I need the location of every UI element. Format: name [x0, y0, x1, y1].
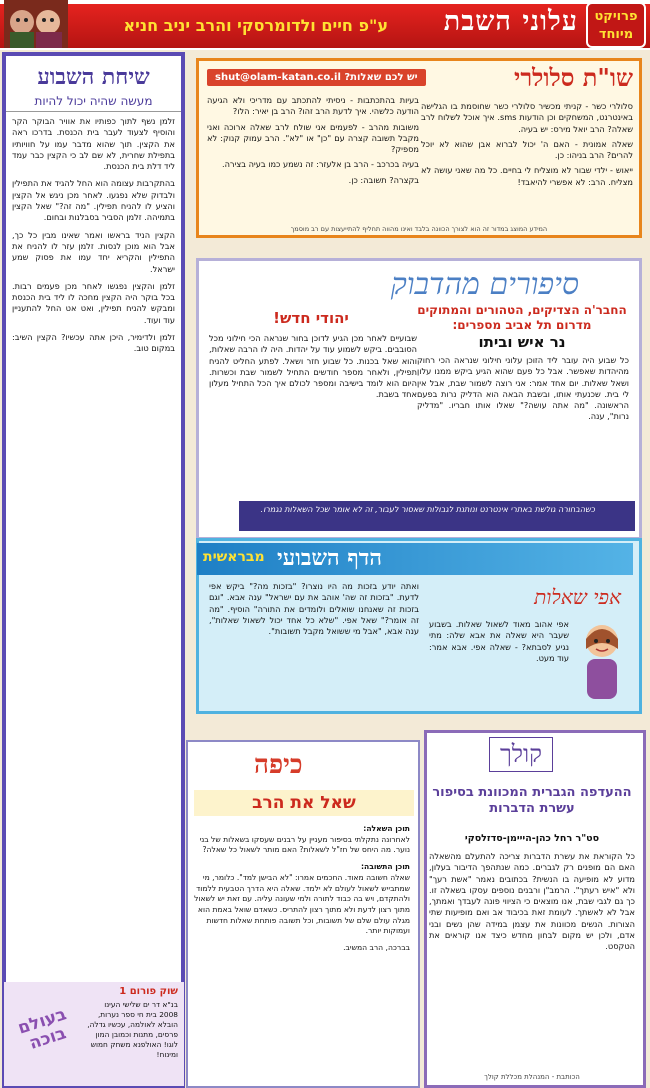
weekly-page-header [197, 543, 633, 575]
weekly-right-text: אפי אהוב מאוד לשאול שאלות. בשבוע שעבר היא שאלה את אבא שלה: מתי נגיע לסבתא? - שאלה אפי. אבא אמר: עוד מעט. [429, 619, 569, 663]
kolech-box [424, 730, 646, 1088]
story1-title: החבר'ה הצדיקים, הטהורים והמתוקים מדרום תל אביב מספרים: [417, 303, 627, 332]
cellular-title: שו"ת סלולרי [514, 63, 633, 92]
page-subtitle: ע"פ חיים ולדומרסקי והרב יניב חניא [123, 16, 388, 35]
cellular-right-column [421, 101, 633, 188]
qa-item: משובות מהרב - לפעמים אני שולח לרב שאלה ארוכה ואני מקבל תשובה קצרה עם "כן" או "לא". הרב עמוק קנוק: לא מספיק? [207, 121, 419, 155]
answer-text: שאלה חשובה מאוד. החכמים אמרו: "לא הבישן למד". כלומר, מי שמתבייש לשאול לעולם לא ילמד. שאלה היא הדרך הטבעית ללמוד ולהתקדם, ויש בה כבוד לתורה ולמי שעונה עליה. עם זאת יש לשאול מתוך רצון לדעת ולא מתוך רצון להתריס. כשאדם שואל באמת הוא מגלה עולם שלם של תשובות, וכל תשובה פותחת שאלות חדשות ועמוקות יותר. [194, 872, 410, 936]
sicha-paragraph: הקצין הניד בראשו ואמר שאינו מבין כל כך, אבל הוא מוכן לנסות. זלמן עזר לו להניח את התפילין והקריא יחד עמו את פסוק שמע ישראל. [12, 229, 175, 274]
shoq-box [4, 982, 184, 1086]
qa-item: בעיות בהתכתבות - ניסיתי להתכתב עם מדריכי ולא הגיעה הודעה כלשהי. איך לדעת הרב זהו? הרב בן יאיר: הלו? [207, 95, 419, 117]
qa-item: בעיה בכרכב - הרב בן אלעזר: זה נשמע כמו בעיה בצירה. [221, 159, 419, 170]
shoq-title: שוק פורום 1 [119, 986, 178, 997]
girl-illustration-icon [573, 619, 631, 705]
weekly-page-box [196, 538, 642, 714]
stories-banner: כשהבחורה גולשת באתרי אינטרנט ונותנת לגבולות שאסור לעבור, זה לא אומר שכל השאלות נגמרו. [239, 501, 635, 531]
cellular-footer: המידע המוצג במדור זה הוא לצורך הכוונה בלבד ואינו מהווה תחליף להתייעצות עם רב מוסמך [290, 225, 548, 233]
question-label: תוכן השאלה: [363, 824, 410, 833]
puppets-image [4, 0, 68, 48]
sicha-subtitle: מעשה שהיה יכול להיות [6, 94, 181, 112]
sicha-paragraph: זלמן ולדימיר, היכן אתה עכשיו? הקצין השיב: במקום טוב. [12, 332, 175, 354]
sicha-paragraph: בהתקרבות עצומה הוא החל להגיד את התפילין ולבדוק שלא נפגעו. לאחר מכן ניגש אל הקצין והציע לו להניח תפילין. "מה זה?" שאל הקצין בתמיהה. זלמן הסביר בסבלנות ובחום. [12, 178, 175, 223]
kolech-title: ההעדפה הגברית המכוונת בסיפור עשרת הדברות [432, 785, 632, 816]
cellular-left-column [207, 95, 419, 186]
ask-email[interactable]: יש לכם שאלות? shut@olam-katan.co.il [207, 69, 426, 86]
qa-item: שאלה אמונית - האם ה' יכול לברוא אבן שהוא לא יוכל להרים? הרב בניהו: כן. [421, 138, 633, 161]
question-text: לאחרונה נתקלתי בסיפור מעניין על רבנים שעסקו בשאלות של בני נוער. מה היחס של חז"ל לשאלות? האם מותר לשאול כל שאלה? [199, 834, 410, 855]
story1-subtitle: נר איש וביתו [478, 333, 566, 351]
kolech-logo: קולך [489, 737, 553, 772]
kippa-body [194, 824, 410, 954]
stories-box [196, 258, 642, 540]
kippa-box [186, 740, 420, 1088]
weekly-left-text: ואתה יודע בזכות מה היו נוצרו? "בזכות מה?" ביקש אפי לדעת. "בזכות זה שה' אוהב את עם ישראל" ענה אבא. "וגם בזכות זה שאנחנו שואלים ולומדים את התורה" הוסיף. "מה זה אומר?" שאל אפי. "שלא כל אחד יכול לשאול שאלות", ענה אבא, "אבל מי ששואל מקבל תשובות". [209, 581, 419, 637]
kolech-body: כל הקוראת את עשרת הדברות צריכה להתעלם מהשאלה האם הם מופנים רק לגברים. כמה שנתהפך הדיבור בעלון, מדוע לא מופיעה בו הנשית? בכתובים נאמר "אשת רעך" ולא "איש רעתך". הרמב"ן ורבנים נוספים עסקו בשאלה זו. כך גם לגבי שבת, אנו מוצאים כי הציווי פונה לעבדך ואמתך, אבל לא לאשתך. לעומת זאת בכיבוד אב ואם מופיעות שתי הצורות. הנשים מכוונות את עצמן במידה שהן נשים ובני אדם, ולכן יש מקום לבחון מחדש כיצד אנו קוראים את הטקסט. [429, 851, 635, 952]
sicha-body [6, 112, 181, 359]
shoq-text: בנ"א דר ים שלישי העינו 2008 בית חי ספר נערות, הובלא לאולמה, עכשיו גדלה, פרסים, מתנות וכמובן המון לוגו! האולפנא משחק חמוש ומינוח! [87, 1000, 178, 1059]
sicha-paragraph: זלמן נשף לתוך כפותיו את אוויר הבוקר הקר והוסיף לצעוד לעבר בית הכנסת. בדרכו ראה את הקצין. תוך שהוא מדבר עמו על חוויותיו בתפילת שחרית, לא שם לב כי הקצין כבר עמד ליד דלת בית הכנסת. [12, 116, 175, 172]
story2-title: יהודי חדש! [273, 309, 349, 327]
shoq-logo: בעולם בוכה [15, 1004, 69, 1054]
effi-questions-title: אפי שאלות [534, 585, 621, 609]
answer-label: תוכן התשובה: [361, 862, 410, 872]
story1-text: כל שבוע היה עובר ליד הזוכן עלוני חילוני שנראה הכי רחוק מהיהדות שאפשר. אבל כל פעם שהוא הגיע ביקש ממנו עלון ושאל שאלות. יום אחד אמר: אני רוצה לשמור שבת, אבל אין לי בית. שכנעתי אותו, ובשבת הבאה הוא הדליק נרות בפעם הראשונה. "מה אתה עושה?" שאלו אותו חבריו. "מדליק נרות", ענה. [417, 355, 629, 422]
story2-text: שבועיים לאחר מכן הגיע לדוכן בחור שנראה הכי חילוני מכל הסובבים. ביקש לשמוע עוד על יהדות. היה לו הרבה שאלות, והוא שאל בכנות. כל שבוע חזר ושאל. לפתע החליט להניח תפילין, ולאחר מספר חודשים התחיל לשמור שבת וכשרות. היום הוא לומד בישיבה ומספר לכולם איך הכל התחיל מעלון אחד בשבת. [209, 333, 417, 400]
kippa-logo: כיפה [254, 750, 303, 780]
sicha-column [2, 52, 185, 1088]
qa-item: בקצרה? תשובה: כן. [348, 174, 419, 185]
qa-item: סלולרי כשר - קניתי מכשיר סלולרי כשר שחוסמת בו הגלישה באינטרנט, המשחקים וכן הודעות sms. איך אוכל לשלוח לרב שאלה? הרב יואל מירס: יש בעיה. [421, 101, 633, 134]
kolech-footer: הכותבת - המנהלת מכללת קולך [484, 1073, 580, 1081]
kolech-author: סט"ר רחל כהן-הייימן-סדזלסקי [464, 833, 600, 844]
weekly-page-title: הדף השבועי [277, 545, 382, 571]
stories-title: סיפורים מהדבוק [390, 267, 579, 302]
page-title: עלוני השבת [443, 6, 578, 37]
sicha-paragraph: זלמן והקצין נפגשו לאחר מכן פעמים רבות. בכל בוקר היה הקצין מחכה לו ליד בית הכנסת ומבקש להניח תפילין, ואט אט החל להתעניין עוד ועוד. [12, 280, 175, 325]
signature: בברכה, הרב המשיב. [343, 943, 410, 953]
cellular-qa-box [196, 58, 642, 238]
weekly-page-subtitle: מבראשית [203, 549, 265, 565]
qa-item: ייאוש - ילדי שבור לא מוצליח לי בחיים. כל מה שאני עושה לא מצליח. הרב: לא אפשרי להיאבד! [421, 165, 633, 187]
page-header [0, 0, 650, 50]
project-badge: פרויקט מיוחד [586, 2, 646, 48]
sicha-title: שיחת השבוע [37, 64, 150, 90]
ask-the-rabbi-title: שאל את הרב [194, 790, 414, 816]
